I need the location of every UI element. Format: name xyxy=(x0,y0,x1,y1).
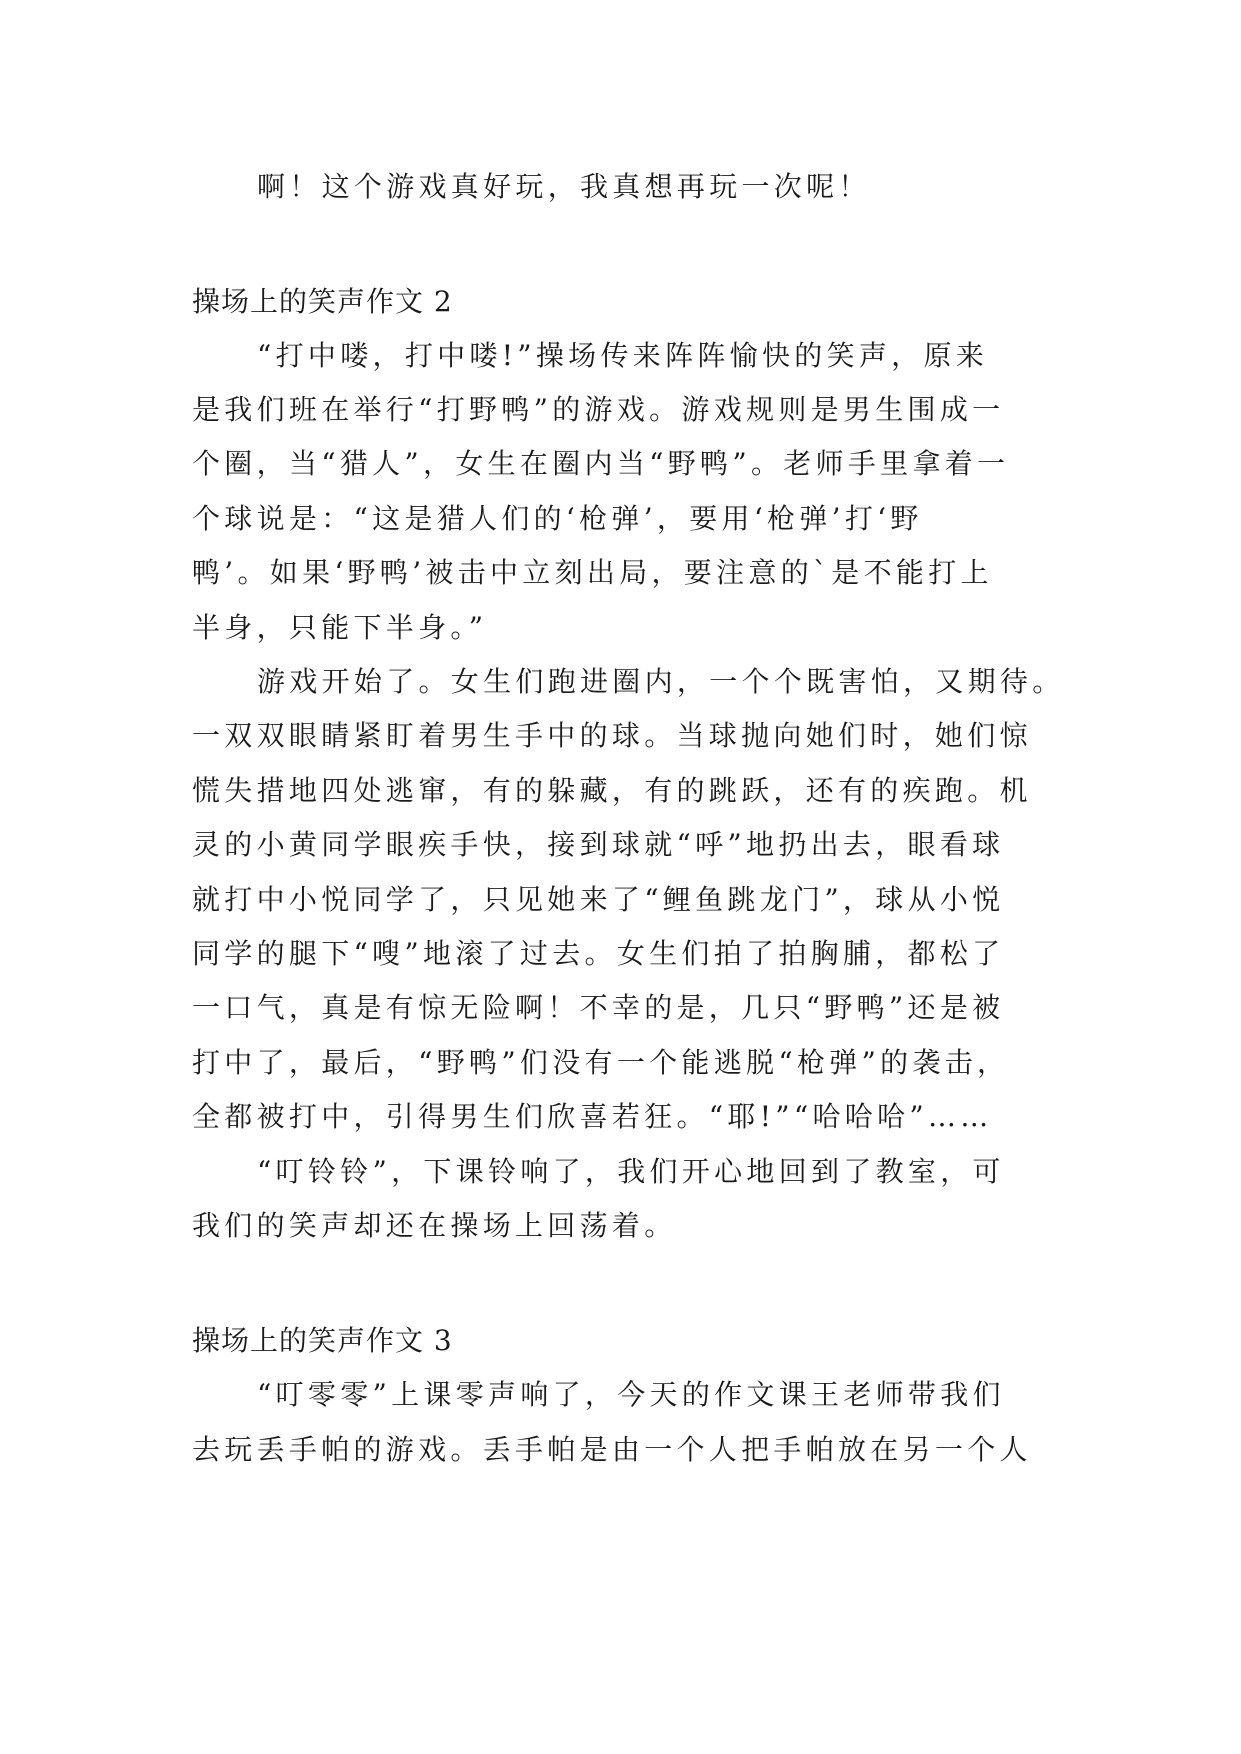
closing-line: 啊！这个游戏真好玩，我真想再玩一次呢！ xyxy=(257,170,871,203)
essay-2-line: “打中喽，打中喽!”操场传来阵阵愉快的笑声，原来 xyxy=(257,339,989,372)
essay-3-title: 操场上的笑声作文 3 xyxy=(192,1324,453,1357)
essay-2-line: 我们的笑声却还在操场上回荡着。 xyxy=(192,1209,677,1242)
essay-3-line: “叮零零”上课零声响了，今天的作文课王老师带我们 xyxy=(257,1378,1005,1411)
essay-2-line: 打中了，最后，“野鸭”们没有一个能逃脱“枪弹”的袭击， xyxy=(192,1046,1010,1079)
essay-2-line: 个球说是：“这是猎人们的‘枪弹’，要用‘枪弹’打‘野 xyxy=(192,502,923,535)
essay-2-line: 同学的腿下“嗖”地滚了过去。女生们拍了拍胸脯，都松了 xyxy=(192,937,1005,970)
essay-2-line: 就打中小悦同学了，只见她来了“鲤鱼跳龙门”，球从小悦 xyxy=(192,883,1005,916)
essay-2-line: 全都被打中，引得男生们欣喜若狂。“耶!”“哈哈哈”…… xyxy=(192,1100,993,1133)
essay-2-line: “叮铃铃”，下课铃响了，我们开心地回到了教室，可 xyxy=(257,1155,1005,1188)
essay-2-title: 操场上的笑声作文 2 xyxy=(192,285,453,318)
essay-2-line: 慌失措地四处逃窜，有的躲藏，有的跳跃，还有的疾跑。机 xyxy=(192,774,1032,807)
essay-2-line: 鸭’。如果‘野鸭’被击中立刻出局，要注意的`是不能打上 xyxy=(192,556,993,589)
essay-2-line: 个圈，当“猎人”，女生在圈内当“野鸭”。老师手里拿着一 xyxy=(192,447,1010,480)
essay-2-line: 一双双眼睛紧盯着男生手中的球。当球抛向她们时，她们惊 xyxy=(192,719,1032,752)
essay-2-line: 一口气，真是有惊无险啊！不幸的是，几只“野鸭”还是被 xyxy=(192,991,1005,1024)
essay-3-line: 去玩丢手帕的游戏。丢手帕是由一个人把手帕放在另一个人 xyxy=(192,1433,1032,1466)
essay-2-line: 灵的小黄同学眼疾手快，接到球就“呼”地扔出去，眼看球 xyxy=(192,828,1005,861)
essay-2-line: 半身，只能下半身。” xyxy=(192,611,488,644)
essay-2-line: 是我们班在举行“打野鸭”的游戏。游戏规则是男生围成一 xyxy=(192,393,1005,426)
essay-2-line: 游戏开始了。女生们跑进圈内，一个个既害怕，又期待。 xyxy=(257,665,1065,698)
